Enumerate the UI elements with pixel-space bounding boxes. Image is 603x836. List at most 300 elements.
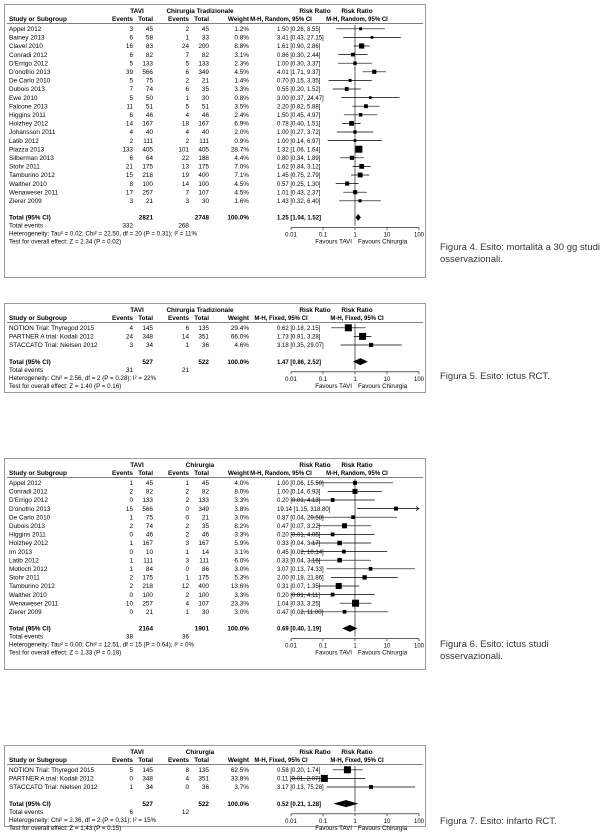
events2-cell: 4: [185, 775, 189, 783]
point-estimate: [359, 27, 362, 30]
total-events-label: Total events: [9, 222, 44, 230]
weight-cell: 7.0%: [234, 163, 249, 171]
x-tick-label: 10: [383, 376, 391, 383]
total2-cell: 35: [201, 86, 209, 94]
heterogeneity-text: Heterogeneity: Chi² = 2.36, df = 2 (P = 0.31); I² = 15%: [9, 816, 157, 824]
weight-cell: 3.3%: [234, 86, 249, 94]
total2-cell: 36: [201, 784, 209, 792]
total1-cell: 566: [142, 505, 153, 513]
total1-cell: 58: [145, 34, 153, 42]
point-estimate: [369, 785, 373, 789]
ci-cell: 0.86 [0.30, 2.44]: [277, 52, 321, 59]
favours-left-label: Favours TAVI: [315, 238, 352, 246]
ci-cell: 1.50 [0.45, 4.97]: [277, 113, 321, 119]
study-name: Conradi 2012: [9, 51, 48, 59]
weight-cell: 0.8%: [234, 94, 249, 102]
total1-cell: 45: [145, 26, 153, 33]
total-events1: 31: [125, 366, 133, 374]
study-name: NOTION Trial: Thyregod 2015: [9, 767, 95, 774]
study-name: Walther 2010: [9, 591, 47, 599]
forest-plot-svg: [5, 459, 425, 669]
total-ci: 0.52 [0.21, 1.28]: [277, 801, 322, 808]
total2-cell: 135: [198, 767, 209, 774]
col-weight-header: Weight: [227, 757, 249, 764]
events2-cell: 5: [185, 60, 189, 68]
ci-cell: 0.20 [0.01, 4.13]: [277, 498, 321, 505]
effect-header-left: Risk Ratio: [299, 8, 331, 15]
study-name: De Carlo 2010: [9, 514, 51, 522]
total2-cell: 45: [201, 480, 209, 487]
total-weight: 100.0%: [227, 625, 249, 633]
total-diamond: [356, 214, 361, 221]
favours-left-label: Favours TAVI: [315, 824, 352, 832]
x-tick-label: 0.1: [318, 643, 328, 650]
weight-cell: 8.2%: [234, 523, 249, 530]
events1-cell: 1: [129, 540, 133, 548]
events2-cell: 2: [185, 26, 189, 33]
study-name: Latib 2012: [9, 137, 39, 145]
ci-cell: 1.62 [0.84, 3.12]: [277, 164, 321, 171]
x-tick-label: 10: [383, 232, 391, 239]
study-name: STACCATO Trial: Nielsen 2012: [9, 784, 98, 792]
total2-cell: 107: [198, 189, 209, 197]
total1-value: 527: [142, 358, 153, 366]
events1-cell: 2: [129, 574, 133, 582]
events2-cell: 8: [185, 767, 189, 774]
ci-cell: 0.45 [0.02, 10.14]: [277, 549, 324, 556]
events1-cell: 10: [125, 600, 133, 608]
total1-cell: 257: [142, 600, 153, 608]
col-total2-header: Total: [194, 315, 209, 322]
events1-cell: 5: [129, 77, 133, 85]
total2-cell: 100: [198, 180, 209, 188]
point-estimate: [345, 87, 349, 91]
study-name: D'onofrio 2013: [9, 69, 51, 76]
weight-cell: 3.7%: [234, 784, 249, 792]
effect-sub-right: M-H, Fixed, 95% CI: [330, 758, 384, 764]
col-events2-header: Events: [168, 470, 189, 477]
total1-cell: 348: [142, 775, 153, 783]
events1-cell: 1: [129, 557, 133, 565]
col-events1-header: Events: [112, 470, 133, 477]
total2-cell: 167: [198, 540, 209, 548]
total1-cell: 405: [142, 146, 153, 154]
total1-cell: 74: [145, 523, 153, 530]
total1-cell: 75: [145, 514, 153, 522]
effect-sub-left: M-H, Random, 95% CI: [250, 17, 312, 23]
events2-cell: 6: [185, 325, 189, 332]
favours-right-label: Favours Chirurgia: [358, 824, 408, 832]
total2-cell: 349: [198, 505, 209, 513]
ci-cell: 3.17 [0.13, 75.28]: [277, 785, 324, 792]
point-estimate: [336, 583, 342, 589]
total-events2: 36: [181, 633, 189, 641]
ci-cell: 4.01 [1.71, 9.37]: [277, 70, 321, 76]
events2-cell: 2: [185, 497, 189, 505]
total2-cell: 200: [198, 43, 209, 51]
ci-cell: 3.00 [0.37, 24.47]: [277, 95, 324, 102]
events1-cell: 0: [129, 531, 133, 539]
group2-header: Chirurgia Tradizionale: [166, 8, 234, 15]
weight-cell: 8.0%: [234, 488, 249, 496]
total1-cell: 64: [145, 155, 153, 162]
point-estimate: [372, 70, 376, 74]
total2-cell: 111: [199, 137, 209, 145]
events2-cell: 2: [185, 77, 189, 85]
total1-cell: 100: [142, 591, 153, 599]
events2-cell: 18: [181, 120, 189, 128]
events2-cell: 4: [185, 129, 189, 137]
group2-header: Chirurgia: [185, 749, 215, 756]
total-events1: 38: [125, 633, 133, 641]
events1-cell: 6: [129, 51, 133, 59]
total1-cell: 82: [145, 488, 153, 496]
study-name: PARTNER A trial: Kodali 2012: [9, 775, 94, 783]
study-name: Higgins 2011: [9, 112, 46, 119]
point-estimate: [352, 600, 359, 607]
weight-cell: 3.0%: [234, 514, 249, 522]
ci-cell: 1.73 [0.91, 3.28]: [277, 334, 321, 341]
study-name: Higgins 2011: [9, 531, 46, 539]
favours-left-label: Favours TAVI: [315, 382, 352, 390]
events1-cell: 1: [129, 784, 133, 792]
group1-header: TAVI: [130, 462, 144, 469]
point-estimate: [359, 333, 366, 340]
total2-value: 2748: [194, 214, 209, 222]
events2-cell: 4: [185, 600, 189, 608]
ci-cell: 1.04 [0.33, 3.25]: [277, 601, 321, 608]
ci-cell: 0.31 [0.07, 1.35]: [277, 584, 321, 591]
total2-cell: 400: [198, 583, 209, 591]
weight-cell: 4.5%: [234, 180, 249, 188]
weight-cell: 1.6%: [234, 198, 249, 205]
study-name: D'onofrio 2013: [9, 505, 51, 513]
total2-value: 1901: [194, 625, 209, 633]
events1-cell: 0: [129, 591, 133, 599]
weight-cell: 2.0%: [234, 129, 249, 137]
weight-cell: 4.0%: [234, 480, 249, 487]
effect-header-left: Risk Ratio: [299, 749, 331, 756]
x-tick-label: 0.01: [285, 643, 297, 650]
weight-cell: 28.7%: [230, 146, 249, 154]
total2-cell: 400: [198, 172, 209, 180]
study-name: De Carlo 2010: [9, 77, 51, 85]
total1-value: 2821: [138, 214, 153, 222]
total-events1: 6: [129, 808, 133, 816]
point-estimate: [358, 173, 363, 178]
ci-cell: 0.47 [0.02, 11.00]: [277, 610, 324, 616]
study-name: Silberman 2013: [9, 155, 54, 162]
events1-cell: 3: [129, 342, 133, 350]
ci-cell: 1.50 [0.26, 8.55]: [277, 27, 321, 33]
point-estimate: [371, 36, 374, 39]
point-estimate: [343, 610, 347, 614]
events2-cell: 14: [181, 180, 189, 188]
total2-value: 522: [198, 800, 209, 808]
weight-cell: 4.6%: [234, 342, 249, 350]
events2-cell: 0: [185, 784, 189, 792]
effect-header-left: Risk Ratio: [299, 307, 331, 314]
weight-cell: 4.5%: [234, 189, 249, 197]
ci-cell: 2.00 [0.18, 21.86]: [277, 575, 324, 582]
point-estimate: [344, 766, 351, 773]
total1-value: 527: [142, 800, 153, 808]
events2-cell: 0: [185, 514, 189, 522]
weight-cell: 23.3%: [230, 600, 249, 608]
total2-value: 522: [198, 358, 209, 366]
total2-cell: 133: [198, 60, 209, 68]
point-estimate: [351, 515, 355, 519]
ci-cell: 1.00 [0.06, 15.50]: [277, 481, 324, 487]
events2-cell: 2: [185, 488, 189, 496]
favours-right-label: Favours Chirurgia: [358, 649, 408, 657]
events1-cell: 5: [129, 60, 133, 68]
weight-cell: 3.1%: [234, 548, 249, 556]
total-ci: 0.69 [0.40, 1.19]: [277, 626, 322, 633]
group2-header: Chirurgia Tradizionale: [166, 307, 234, 314]
total2-cell: 86: [201, 566, 209, 573]
weight-cell: 1.2%: [234, 26, 249, 33]
x-tick-label: 100: [413, 818, 425, 825]
point-estimate: [369, 567, 373, 571]
total-events2: 12: [181, 808, 189, 816]
events2-cell: 6: [185, 69, 189, 76]
x-tick-label: 100: [413, 232, 425, 239]
col-weight-header: Weight: [227, 315, 249, 322]
total2-cell: 51: [201, 103, 209, 111]
study-name: PARTNER A trial: Kodali 2012: [9, 333, 94, 341]
total1-cell: 145: [142, 325, 153, 332]
events2-cell: 2: [185, 591, 189, 599]
col-weight-header: Weight: [227, 470, 249, 477]
point-estimate: [345, 182, 349, 186]
ci-cell: 2.20 [0.82, 5.88]: [277, 104, 321, 111]
weight-cell: 4.5%: [234, 69, 249, 76]
x-tick-label: 100: [413, 376, 425, 383]
point-estimate: [349, 121, 354, 126]
total1-cell: 82: [145, 51, 153, 59]
total2-cell: 21: [201, 514, 209, 522]
total-label: Total (95% CI): [9, 214, 51, 222]
events2-cell: 1: [185, 609, 189, 616]
heterogeneity-text: Heterogeneity: Tau² = 0.02; Chi² = 22.50, df = 20 (P = 0.31); I² = 11%: [9, 230, 197, 238]
total2-cell: 82: [201, 488, 209, 496]
point-estimate: [362, 575, 366, 579]
events1-cell: 16: [125, 43, 133, 51]
events2-cell: 4: [185, 112, 189, 119]
study-name: Clavel 2010: [9, 43, 43, 51]
events1-cell: 21: [125, 163, 133, 171]
weight-cell: 29.4%: [230, 325, 249, 332]
events1-cell: 2: [129, 137, 133, 145]
forest-plot-svg: [5, 746, 425, 832]
ci-cell: 0.70 [0.15, 3.35]: [277, 78, 321, 85]
study-name: Zierer 2009: [9, 198, 42, 205]
weight-cell: 7.1%: [234, 172, 249, 180]
total1-cell: 75: [145, 77, 153, 85]
total2-cell: 21: [201, 77, 209, 85]
total-label: Total (95% CI): [9, 625, 51, 633]
point-estimate: [358, 199, 361, 202]
total1-cell: 83: [145, 43, 153, 51]
weight-cell: 8.8%: [234, 43, 249, 51]
x-tick-label: 0.1: [318, 818, 328, 825]
ci-cell: 0.20 [0.01, 4.11]: [277, 592, 320, 599]
ci-cell: 0.62 [0.18, 2.15]: [277, 326, 321, 332]
col-total1-header: Total: [138, 315, 153, 322]
total-events2: 268: [178, 222, 189, 230]
total-events1: 332: [122, 222, 133, 230]
effect-sub-right: M-H, Fixed, 95% CI: [330, 316, 384, 322]
total-weight: 100.0%: [227, 214, 249, 222]
ci-cell: 0.47 [0.07, 3.22]: [277, 524, 321, 530]
study-name: Holzhey 2012: [9, 120, 49, 128]
events1-cell: 1: [129, 514, 133, 522]
total2-cell: 188: [198, 155, 209, 162]
forest-plot-fig4: [4, 4, 426, 278]
weight-cell: 3.8%: [234, 505, 249, 513]
total1-cell: 10: [145, 548, 153, 556]
study-name: Appel 2012: [9, 480, 42, 487]
x-tick-label: 1: [353, 232, 357, 239]
total1-cell: 175: [142, 163, 153, 171]
total1-cell: 348: [142, 333, 153, 341]
total-events-label: Total events: [9, 366, 44, 374]
col-total2-header: Total: [194, 757, 209, 764]
ci-cell: 19.14 [1.15, 318.80]: [277, 506, 331, 513]
events2-cell: 1: [185, 94, 189, 102]
ci-cell: 1.32 [1.06, 1.64]: [277, 147, 321, 154]
effect-sub-left: M-H, Random, 95% CI: [250, 471, 312, 477]
ci-cell: 1.45 [0.75, 2.79]: [277, 173, 321, 180]
total1-cell: 34: [145, 342, 153, 350]
weight-cell: 3.3%: [234, 531, 249, 539]
total1-cell: 167: [142, 120, 153, 128]
col-total1-header: Total: [138, 16, 153, 23]
total-weight: 100.0%: [227, 358, 249, 366]
x-tick-label: 100: [413, 643, 425, 650]
col-study-header: Study or Subgroup: [9, 16, 67, 23]
study-name: D'Errigo 2012: [9, 60, 48, 68]
total-events-label: Total events: [9, 808, 44, 816]
total2-cell: 30: [201, 94, 209, 102]
events2-cell: 3: [185, 557, 189, 565]
point-estimate: [354, 139, 357, 142]
x-tick-label: 10: [383, 643, 391, 650]
total2-cell: 133: [198, 497, 209, 505]
effect-header-right: Risk Ratio: [341, 8, 373, 15]
point-estimate: [353, 489, 358, 494]
point-estimate: [369, 96, 372, 99]
point-estimate: [359, 43, 364, 48]
events2-cell: 22: [181, 155, 189, 162]
x-tick-label: 10: [383, 818, 391, 825]
weight-cell: 62.5%: [230, 767, 249, 774]
events1-cell: 14: [125, 120, 133, 128]
total1-cell: 566: [142, 69, 153, 76]
events1-cell: 0: [129, 775, 133, 783]
ci-cell: 0.57 [0.25, 1.30]: [277, 181, 321, 188]
point-estimate: [321, 775, 328, 782]
heterogeneity-text: Heterogeneity: Chi² = 2.56, df = 2 (P = 0.28); I² = 22%: [9, 374, 157, 382]
col-total2-header: Total: [194, 470, 209, 477]
total1-cell: 46: [145, 531, 153, 539]
point-estimate: [364, 104, 368, 108]
point-estimate: [342, 523, 347, 528]
col-events2-header: Events: [168, 16, 189, 23]
x-tick-label: 0.01: [285, 376, 297, 383]
weight-cell: 2.4%: [234, 112, 249, 119]
events1-cell: 2: [129, 583, 133, 591]
events1-cell: 1: [129, 566, 133, 573]
events1-cell: 5: [129, 767, 133, 774]
col-study-header: Study or Subgroup: [9, 470, 67, 477]
total1-cell: 111: [143, 557, 153, 565]
x-tick-label: 0.01: [285, 818, 297, 825]
total2-cell: 175: [198, 163, 209, 171]
study-name: Stohr 2011: [9, 574, 40, 582]
total-diamond: [333, 800, 358, 807]
col-events1-header: Events: [112, 16, 133, 23]
overall-effect-text: Test for overall effect: Z = 1.43 (P = 0.15): [9, 824, 122, 832]
total2-cell: 100: [198, 591, 209, 599]
weight-cell: 3.3%: [234, 497, 249, 505]
total1-cell: 167: [142, 540, 153, 548]
total1-cell: 257: [142, 189, 153, 197]
study-name: Piazza 2013: [9, 146, 45, 154]
events2-cell: 24: [181, 43, 189, 51]
study-name: STACCATO Trial: Nielsen 2012: [9, 342, 98, 350]
events2-cell: 3: [185, 540, 189, 548]
col-events2-header: Events: [168, 757, 189, 764]
study-name: Ewe 2010: [9, 94, 38, 102]
weight-cell: 3.1%: [234, 51, 249, 59]
total2-cell: 111: [199, 557, 209, 565]
weight-cell: 2.3%: [234, 60, 249, 68]
total1-cell: 51: [145, 103, 153, 111]
favours-right-label: Favours Chirurgia: [358, 382, 408, 390]
point-estimate: [369, 343, 373, 347]
total2-cell: 175: [198, 574, 209, 582]
total1-cell: 84: [145, 566, 153, 573]
ci-cell: 0.11 [0.01, 2.07]: [277, 776, 320, 783]
total1-cell: 133: [142, 497, 153, 505]
study-name: Wenaweser 2011: [9, 600, 59, 608]
ci-cell: 1.01 [0.43, 2.37]: [277, 190, 321, 197]
study-name: Zierer 2009: [9, 609, 42, 616]
study-name: Motloch 2012: [9, 566, 48, 573]
point-estimate: [350, 156, 354, 160]
col-total1-header: Total: [138, 470, 153, 477]
effect-sub-right: M-H, Random, 95% CI: [326, 17, 388, 23]
weight-cell: 3.0%: [234, 566, 249, 573]
col-study-header: Study or Subgroup: [9, 315, 67, 322]
total2-cell: 36: [201, 342, 209, 350]
study-name: Falcone 2013: [9, 103, 48, 111]
point-estimate: [353, 190, 357, 194]
ci-cell: 3.07 [0.13, 74.33]: [277, 567, 324, 573]
total2-cell: 46: [201, 112, 209, 119]
weight-cell: 33.8%: [230, 775, 249, 783]
events1-cell: 3: [129, 26, 133, 33]
x-tick-label: 1: [353, 643, 357, 650]
ci-cell: 0.20 [0.01, 4.05]: [277, 532, 321, 539]
forest-plot-svg: [5, 5, 425, 277]
effect-header-right: Risk Ratio: [341, 307, 373, 314]
total1-cell: 45: [145, 480, 153, 487]
point-estimate: [349, 79, 352, 82]
group1-header: TAVI: [130, 8, 144, 15]
